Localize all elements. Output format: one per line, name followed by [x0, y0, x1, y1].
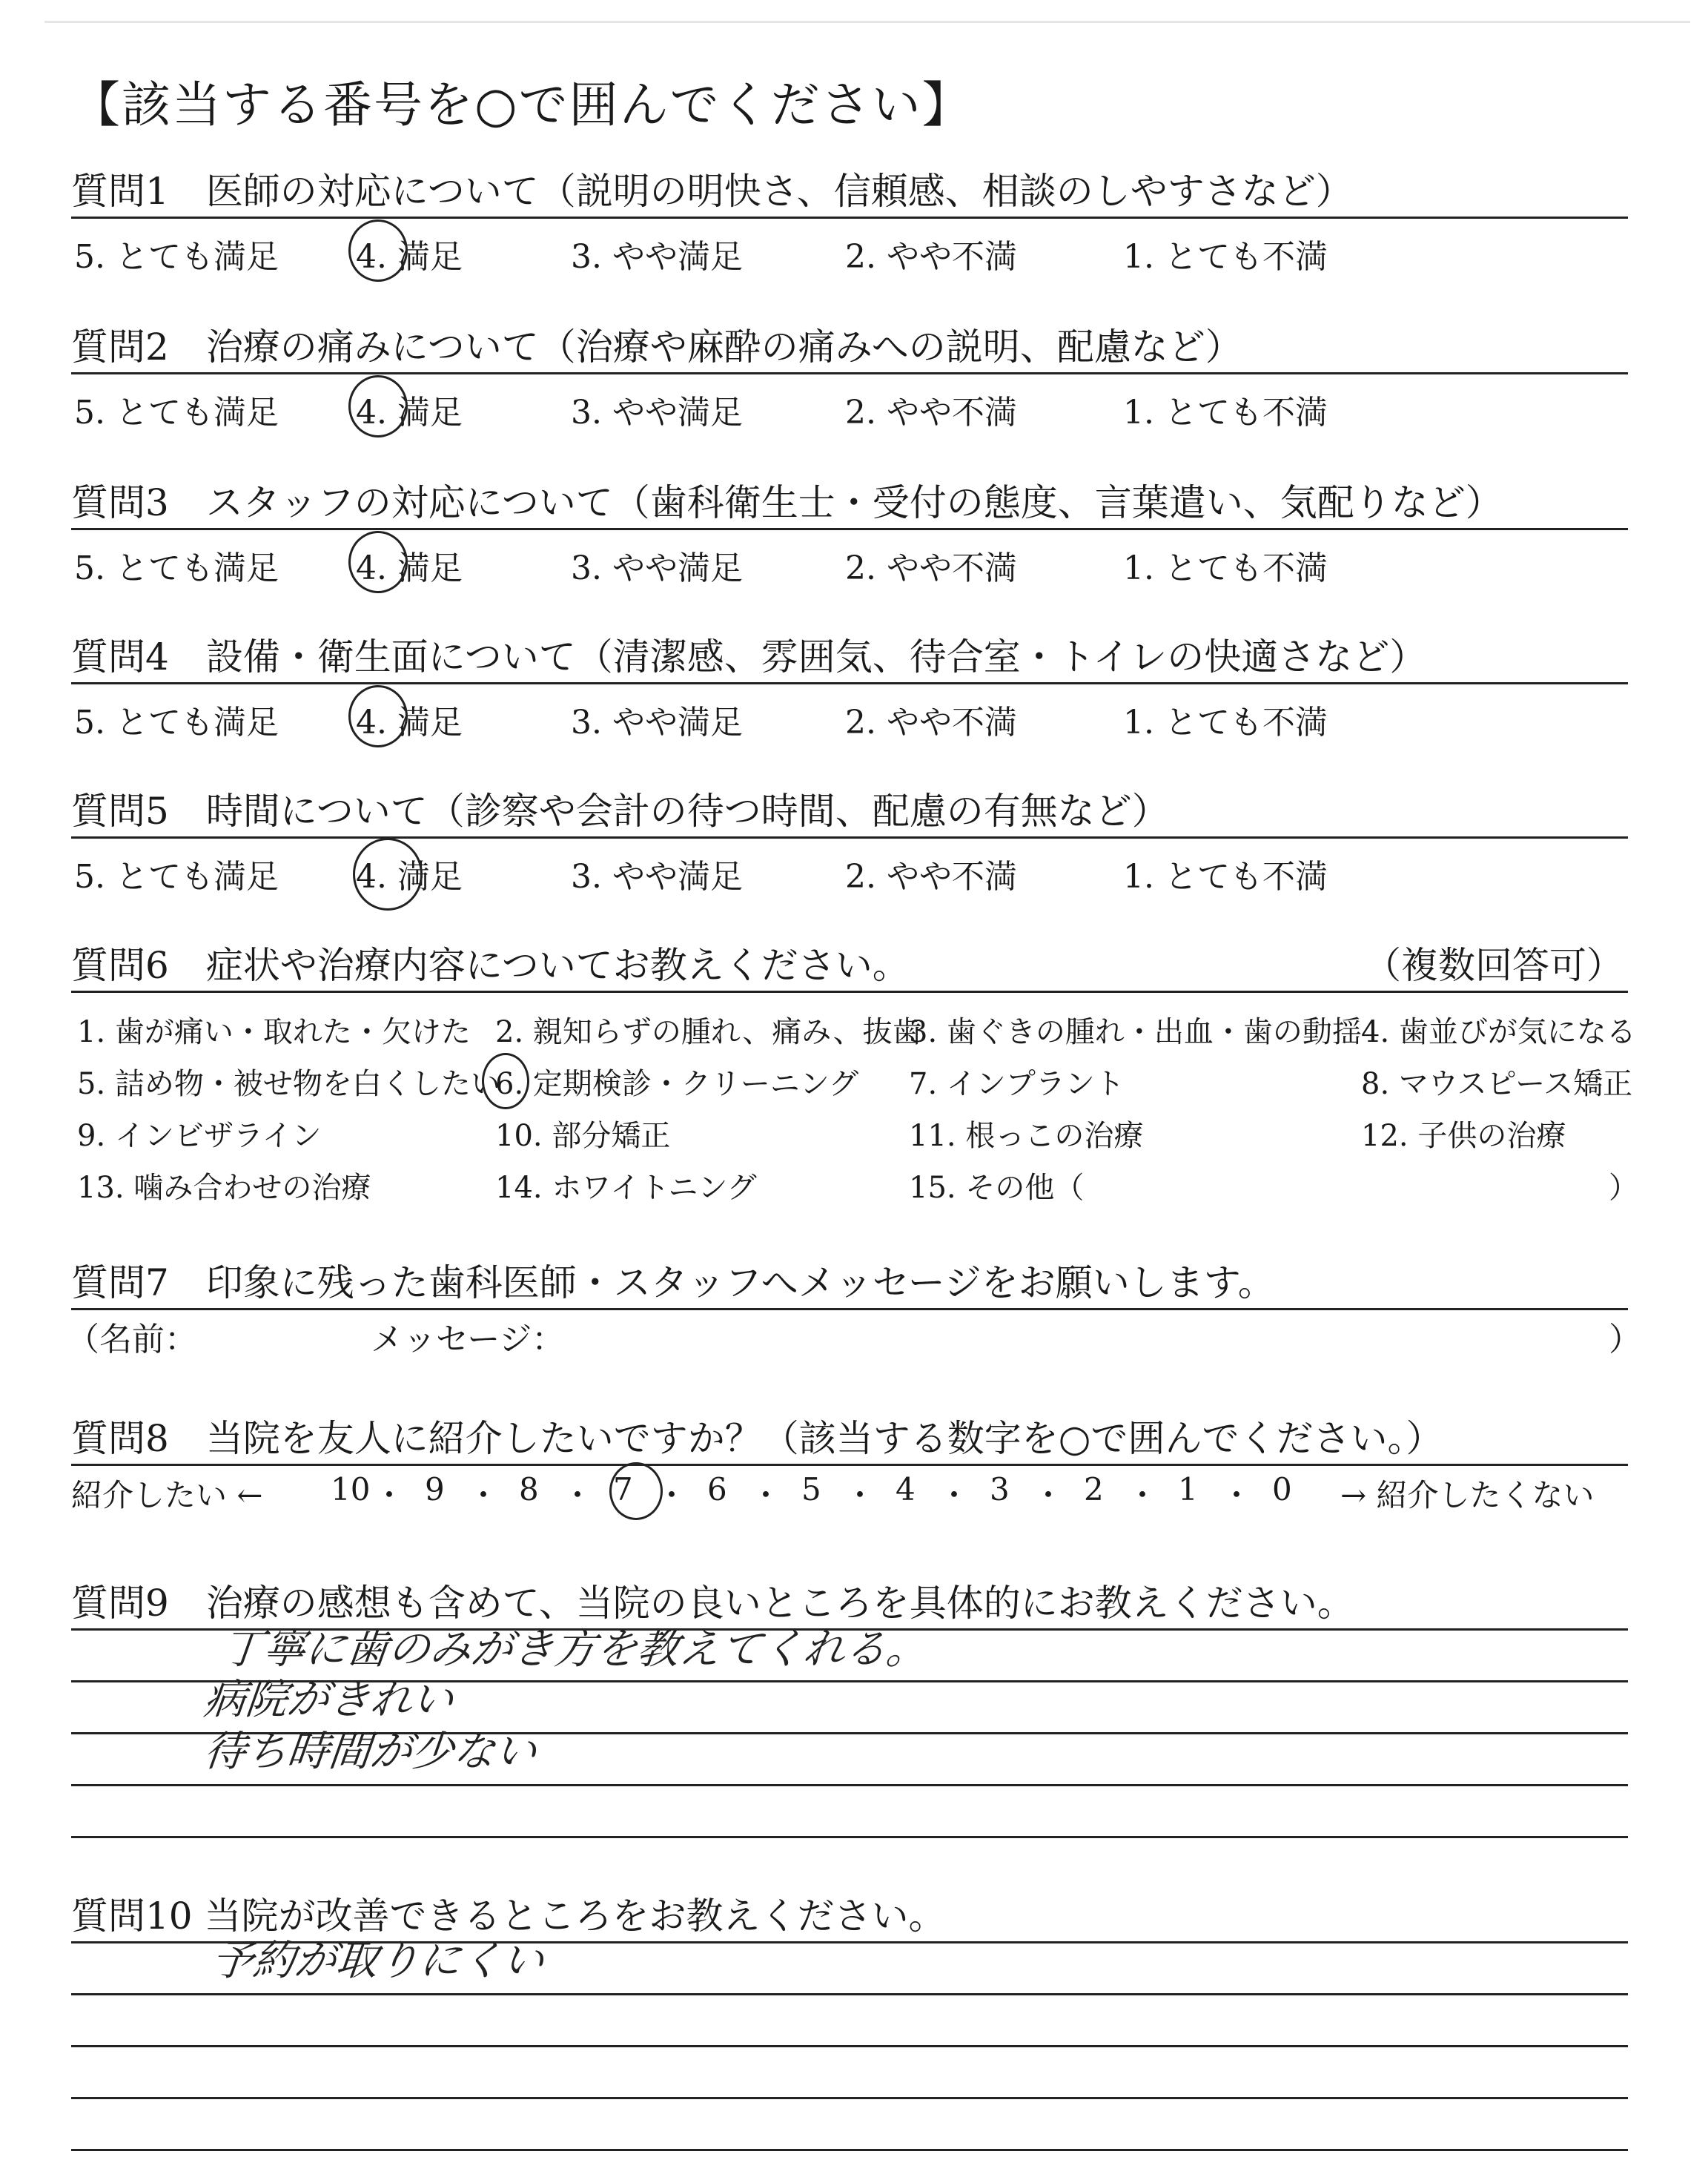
question-label: 質問6 — [71, 944, 169, 987]
message-close-paren: ） — [1609, 1321, 1641, 1358]
other-close-paren: ） — [1609, 1171, 1638, 1205]
handwritten-circle-mark — [348, 685, 408, 747]
question-heading — [71, 936, 910, 989]
question-text: 当院を友人に紹介したいですか？（該当する数字を○で囲んでください。） — [205, 1417, 1443, 1460]
option-2[interactable]: 2. やや不満 — [845, 858, 1017, 896]
symptom-option-6[interactable]: 6. 定期検診・クリーニング — [495, 1067, 859, 1101]
question-label: 質問8 — [71, 1417, 169, 1460]
handwritten-answer: 丁寧に歯のみがき方を教えてくれる。 — [219, 1625, 930, 1674]
handwritten-circle-mark — [353, 838, 423, 911]
scale-separator: ・ — [1033, 1477, 1065, 1513]
handwritten-answer: 待ち時間が少ない — [202, 1728, 539, 1776]
symptom-option-8[interactable]: 8. マウスピース矯正 — [1361, 1067, 1633, 1101]
symptom-option-7[interactable]: 7. インプラント — [909, 1067, 1125, 1101]
scan-top-edge — [44, 21, 1690, 23]
question-label: 質問5 — [71, 790, 169, 833]
symptom-option-14[interactable]: 14. ホワイトニング — [495, 1171, 757, 1205]
scale-separator: ・ — [1127, 1477, 1159, 1513]
writing-line — [71, 1784, 1628, 1786]
multiple-answer-note: （複数回答可） — [1364, 944, 1623, 987]
question-label: 質問2 — [71, 326, 169, 369]
symptom-option-4[interactable]: 4. 歯並びが気になる — [1361, 1015, 1636, 1049]
recommend-right-label: → 紹介したくない — [1340, 1477, 1595, 1513]
question-text: 当院が改善できるところをお教えください。 — [204, 1895, 946, 1938]
question-label: 質問3 — [71, 481, 169, 524]
question-text: 治療の痛みについて（治療や麻酔の痛みへの説明、配慮など） — [205, 326, 1242, 369]
symptom-option-1[interactable]: 1. 歯が痛い・取れた・欠けた — [77, 1015, 471, 1049]
question-label: 質問7 — [71, 1261, 169, 1304]
writing-line — [71, 2097, 1628, 2099]
option-1[interactable]: 1. とても不満 — [1123, 704, 1328, 742]
question-text: スタッフの対応について（歯科衛生士・受付の態度、言葉遣い、気配りなど） — [205, 481, 1503, 524]
option-1[interactable]: 1. とても不満 — [1123, 238, 1328, 276]
question-rule — [71, 836, 1628, 839]
scale-value-4[interactable]: 4 — [896, 1471, 916, 1507]
symptom-option-9[interactable]: 9. インビザライン — [77, 1119, 322, 1153]
question-heading — [71, 1253, 1275, 1307]
option-4[interactable]: 4. 満足 — [356, 394, 463, 432]
symptom-option-12[interactable]: 12. 子供の治療 — [1361, 1119, 1566, 1153]
scale-value-2[interactable]: 2 — [1084, 1471, 1104, 1507]
question-rule — [71, 528, 1628, 530]
option-4[interactable]: 4. 満足 — [356, 704, 463, 742]
question-heading — [71, 317, 1242, 371]
option-5[interactable]: 5. とても満足 — [74, 394, 279, 432]
question-label: 質問1 — [71, 170, 169, 213]
symptom-option-3[interactable]: 3. 歯ぐきの腫れ・出血・歯の動揺 — [909, 1015, 1362, 1049]
option-1[interactable]: 1. とても不満 — [1123, 858, 1328, 896]
handwritten-circle-mark — [348, 531, 408, 593]
symptom-option-11[interactable]: 11. 根っこの治療 — [909, 1119, 1144, 1153]
name-label: （名前： — [67, 1321, 197, 1358]
symptom-option-2[interactable]: 2. 親知らずの腫れ、痛み、抜歯 — [495, 1015, 922, 1049]
option-5[interactable]: 5. とても満足 — [74, 858, 279, 896]
scale-separator: ・ — [1221, 1477, 1253, 1513]
option-5[interactable]: 5. とても満足 — [74, 549, 279, 587]
handwritten-circle-mark — [348, 375, 408, 437]
scale-value-6[interactable]: 6 — [707, 1471, 727, 1507]
question-text: 時間について（診察や会計の待つ時間、配慮の有無など） — [205, 790, 1169, 833]
option-3[interactable]: 3. やや満足 — [571, 238, 743, 276]
question-heading — [71, 782, 1169, 835]
question-text: 医師の対応について（説明の明快さ、信頼感、相談のしやすさなど） — [205, 170, 1353, 213]
question-rule — [71, 372, 1628, 374]
question-heading — [71, 1409, 1443, 1462]
scale-value-3[interactable]: 3 — [990, 1471, 1010, 1507]
option-2[interactable]: 2. やや不満 — [845, 549, 1017, 587]
scale-separator: ・ — [562, 1477, 594, 1513]
question-rule — [71, 217, 1628, 219]
message-label: メッセージ： — [371, 1321, 565, 1358]
writing-line — [71, 2149, 1628, 2151]
writing-line — [71, 1993, 1628, 1995]
question-label: 質問4 — [71, 635, 169, 678]
option-3[interactable]: 3. やや満足 — [571, 704, 743, 742]
option-3[interactable]: 3. やや満足 — [571, 858, 743, 896]
question-rule — [71, 1308, 1628, 1310]
page-title: 【該当する番号を○で囲んでください】 — [71, 76, 973, 133]
option-3[interactable]: 3. やや満足 — [571, 549, 743, 587]
question-text: 設備・衛生面について（清潔感、雰囲気、待合室・トイレの快適さなど） — [205, 635, 1427, 678]
scale-separator: ・ — [656, 1477, 688, 1513]
scale-separator: ・ — [939, 1477, 970, 1513]
option-4[interactable]: 4. 満足 — [356, 238, 463, 276]
handwritten-circle-mark — [609, 1462, 663, 1520]
question-text: 印象に残った歯科医師・スタッフへメッセージをお願いします。 — [205, 1261, 1275, 1304]
handwritten-answer: 予約が取りにくい — [209, 1937, 546, 1985]
writing-line — [71, 1836, 1628, 1838]
scale-separator: ・ — [750, 1477, 782, 1513]
scale-value-8[interactable]: 8 — [519, 1471, 539, 1507]
question-rule — [71, 682, 1628, 684]
option-2[interactable]: 2. やや不満 — [845, 704, 1017, 742]
scale-separator: ・ — [468, 1477, 500, 1513]
scale-value-1[interactable]: 1 — [1178, 1471, 1198, 1507]
question-heading — [71, 162, 1353, 215]
scale-value-9[interactable]: 9 — [425, 1471, 445, 1507]
scale-value-5[interactable]: 5 — [801, 1471, 821, 1507]
option-4[interactable]: 4. 満足 — [356, 858, 463, 896]
question-heading — [71, 627, 1426, 681]
symptom-option-13[interactable]: 13. 噛み合わせの治療 — [77, 1171, 371, 1205]
question-rule — [71, 991, 1628, 993]
symptom-option-10[interactable]: 10. 部分矯正 — [495, 1119, 671, 1153]
handwritten-answer: 病院がきれい — [202, 1676, 456, 1724]
option-3[interactable]: 3. やや満足 — [571, 394, 743, 432]
scale-separator: ・ — [844, 1477, 876, 1513]
option-2[interactable]: 2. やや不満 — [845, 238, 1017, 276]
symptom-option-5[interactable]: 5. 詰め物・被せ物を白くしたい — [77, 1067, 500, 1101]
option-5[interactable]: 5. とても満足 — [74, 704, 279, 742]
option-1[interactable]: 1. とても不満 — [1123, 549, 1328, 587]
scale-separator: ・ — [374, 1477, 406, 1513]
writing-line — [71, 2045, 1628, 2047]
scale-value-0[interactable]: 0 — [1272, 1471, 1292, 1507]
scale-value-7[interactable]: 7 — [613, 1471, 633, 1507]
question-rule — [71, 1464, 1628, 1466]
handwritten-circle-mark — [348, 219, 408, 282]
recommend-left-label: 紹介したい ← — [71, 1477, 263, 1513]
question-text: 症状や治療内容についてお教えください。 — [205, 944, 910, 987]
option-1[interactable]: 1. とても不満 — [1123, 394, 1328, 432]
scale-value-10[interactable]: 10 — [331, 1471, 371, 1507]
question-heading — [71, 473, 1503, 526]
question-text: 治療の感想も含めて、当院の良いところを具体的にお教えください。 — [205, 1582, 1354, 1625]
option-4[interactable]: 4. 満足 — [356, 549, 463, 587]
question-label: 質問10 — [71, 1895, 193, 1938]
option-2[interactable]: 2. やや不満 — [845, 394, 1017, 432]
option-5[interactable]: 5. とても満足 — [74, 238, 279, 276]
handwritten-circle-mark — [482, 1053, 529, 1109]
symptom-option-15[interactable]: 15. その他（ — [909, 1171, 1085, 1205]
question-label: 質問9 — [71, 1582, 169, 1625]
